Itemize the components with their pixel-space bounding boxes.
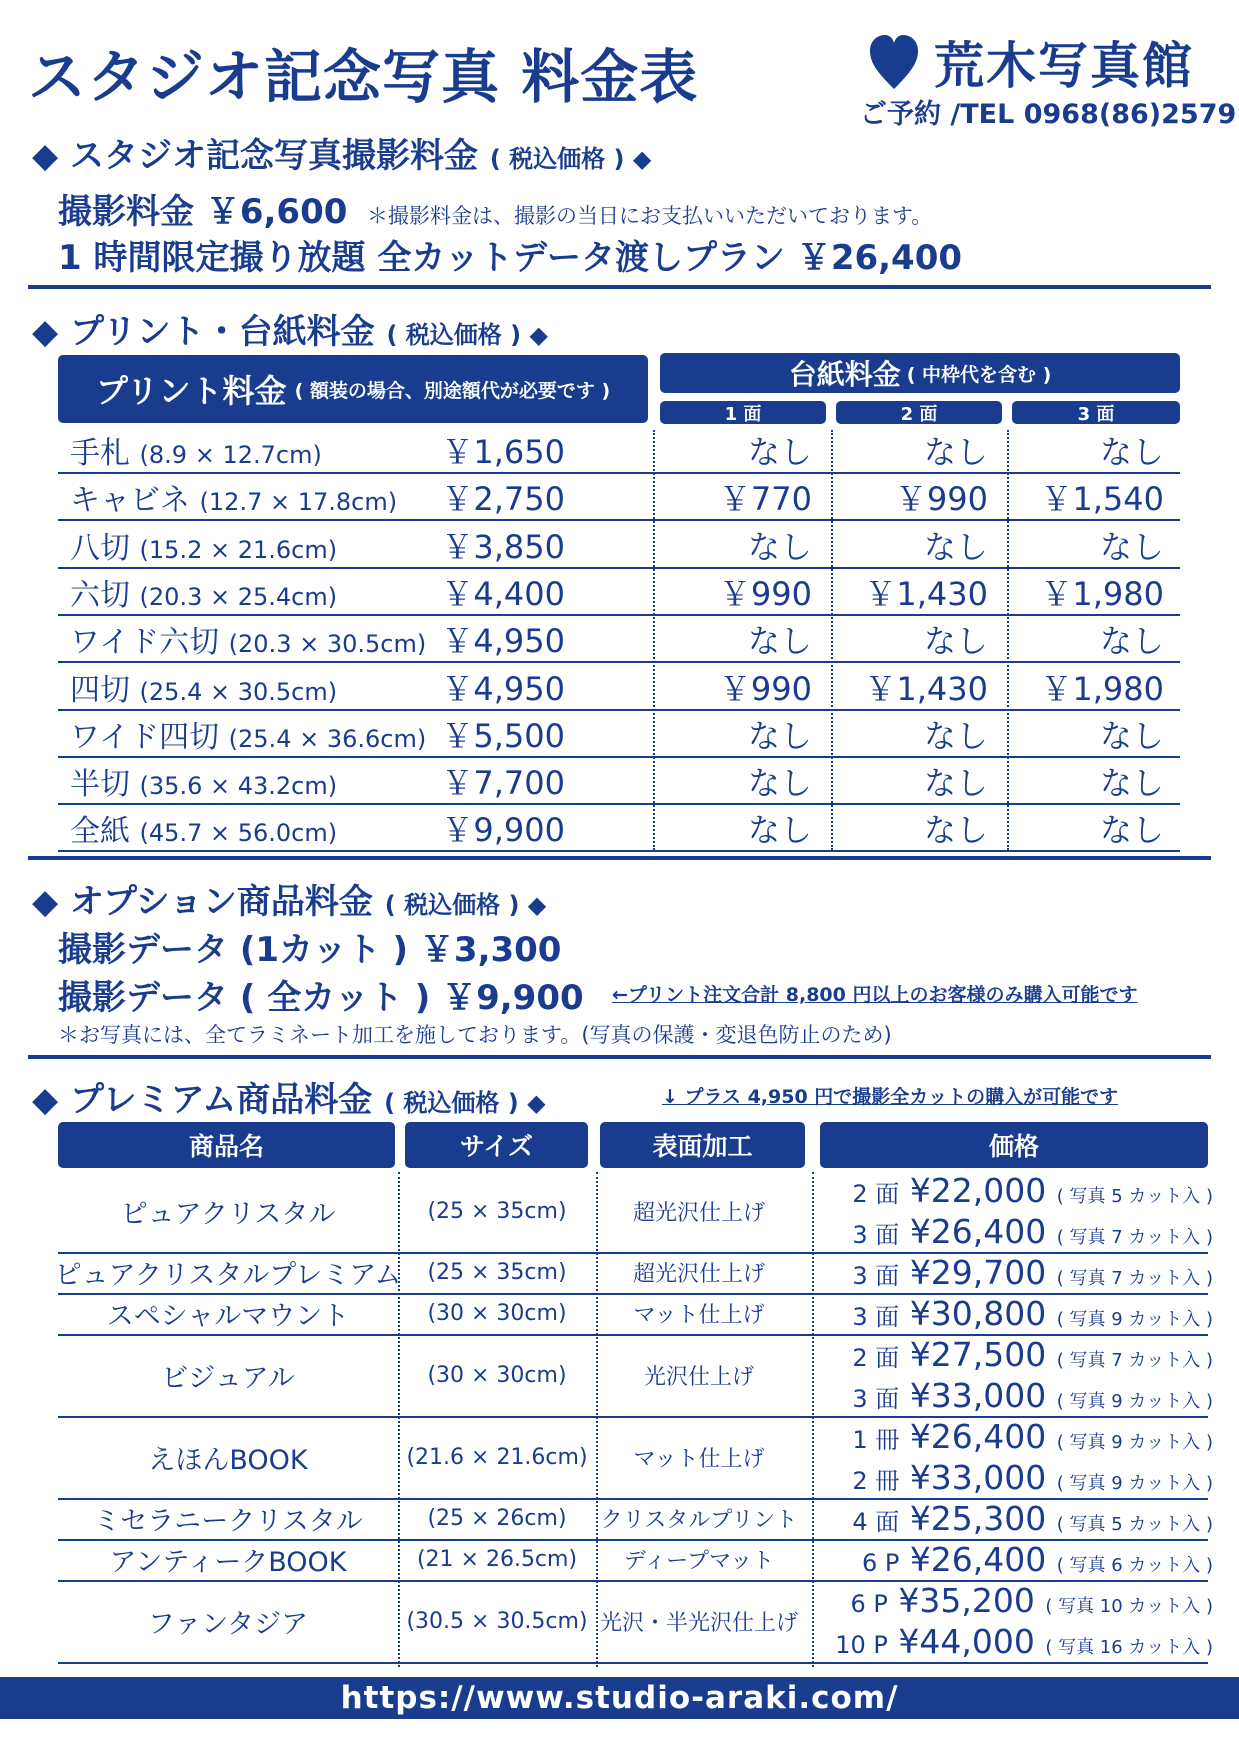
price-line: [852, 1417, 1213, 1456]
print-size-name: 八切 (15.2 × 21.6cm): [70, 530, 338, 566]
mount-3-price: ￥1,980: [1040, 574, 1164, 613]
price-note: ( 写真 9 カット入 ): [1056, 1391, 1213, 1412]
table-row: [58, 1539, 1213, 1582]
price-line: [851, 1581, 1214, 1620]
mount-1-price: なし: [747, 716, 812, 755]
price-line: [852, 1458, 1213, 1497]
product-size: (30 × 30cm): [427, 1362, 567, 1388]
table-row: [58, 756, 1180, 805]
product-size: (21 × 26.5cm): [416, 1547, 578, 1572]
product-prices: [818, 1170, 1213, 1252]
price-note: ( 写真 16 カット入 ): [1045, 1637, 1213, 1658]
print-size-dimensions: (45.7 × 56.0cm): [139, 819, 338, 848]
price-amount: ¥25,300: [909, 1499, 1047, 1538]
shooting-fee-note: ＊撮影料金は、撮影の当日にお支払いいただいております。: [366, 204, 933, 228]
table-row: [58, 662, 1180, 711]
table-row: [58, 709, 1180, 758]
price-line: [852, 1335, 1213, 1374]
product-finish: ディープマット: [623, 1549, 775, 1574]
price-note: ( 写真 10 カット入 ): [1045, 1596, 1213, 1617]
product-prices: [818, 1580, 1213, 1662]
mount-2-price: ￥1,430: [864, 574, 988, 613]
premium-col-size: サイズ: [405, 1122, 588, 1168]
price-line: [852, 1253, 1213, 1292]
column-divider: [653, 430, 655, 850]
price-unit: 3 面: [852, 1221, 900, 1249]
product-prices: [818, 1334, 1213, 1416]
product-finish: 光沢・半光沢仕上げ: [599, 1610, 798, 1636]
premium-heading: ◆ プレミアム商品料金 ( 税込価格 ) ◆: [32, 1080, 546, 1120]
print-size-name: 半切 (35.6 × 43.2cm): [70, 767, 338, 803]
price-note: ( 写真 9 カット入 ): [1056, 1432, 1213, 1453]
product-size: (25 × 26cm): [427, 1506, 567, 1531]
product-size: (21.6 × 21.6cm): [406, 1444, 588, 1470]
premium-col-price: 価格: [820, 1122, 1208, 1168]
price-unit: 6 P: [861, 1549, 900, 1577]
product-size: (25 × 35cm): [427, 1260, 567, 1285]
print-price: ￥4,950: [441, 669, 565, 708]
price-amount: ¥26,400: [909, 1417, 1047, 1456]
price-unit: 6 P: [850, 1590, 888, 1618]
price-note: ( 写真 9 カット入 ): [1056, 1473, 1213, 1494]
section-divider: [28, 285, 1211, 289]
mount-1-price: なし: [747, 811, 812, 850]
price-unit: 3 面: [852, 1303, 900, 1331]
option-data-one-cut: 撮影データ (1カット ) ￥3,300: [58, 930, 562, 970]
price-amount: ¥33,000: [909, 1376, 1047, 1415]
product-prices: [818, 1293, 1213, 1334]
table-row: [58, 1416, 1213, 1500]
price-unit: 2 面: [852, 1180, 900, 1208]
print-size-dimensions: (20.3 × 30.5cm): [228, 630, 427, 659]
section-divider: [28, 1055, 1211, 1059]
mount-1-price: ￥770: [718, 480, 812, 519]
product-name: ピュアクリスタル: [120, 1198, 336, 1230]
product-name: ファンタジア: [147, 1608, 309, 1640]
price-line: [862, 1540, 1213, 1579]
print-heading: ◆ プリント・台紙料金 ( 税込価格 ) ◆: [32, 312, 548, 352]
print-size-name: ワイド六切 (20.3 × 30.5cm): [70, 625, 427, 661]
option-data-note: ←プリント注文合計 8,800 円以上のお客様のみ購入可能です: [612, 984, 1138, 1006]
price-note: ( 写真 7 カット入 ): [1056, 1350, 1213, 1371]
price-amount: ¥26,400: [909, 1540, 1047, 1579]
product-name: ピュアクリスタルプレミアム: [54, 1260, 402, 1291]
mount-3-price: ￥1,540: [1040, 480, 1164, 519]
print-size-dimensions: (12.7 × 17.8cm): [199, 488, 398, 517]
mount-3-price: なし: [1099, 433, 1164, 471]
premium-col-finish: 表面加工: [600, 1122, 805, 1168]
mount-1-price: なし: [747, 433, 812, 471]
brand-name: 荒木写真館: [934, 37, 1194, 95]
mount-2-price: ￥990: [894, 480, 988, 519]
price-amount: ¥44,000: [898, 1622, 1035, 1661]
column-divider: [812, 1172, 814, 1667]
price-unit: 4 面: [852, 1508, 900, 1536]
product-name: スペシャルマウント: [106, 1301, 350, 1332]
mount-3-price: ￥1,980: [1040, 669, 1164, 708]
mount-col-2: 2 面: [836, 401, 1002, 424]
mount-2-price: なし: [923, 764, 988, 803]
price-note: ( 写真 6 カット入 ): [1056, 1555, 1213, 1576]
mount-col-1: 1 面: [660, 401, 826, 424]
table-row: [58, 1498, 1213, 1541]
mount-3-price: なし: [1099, 527, 1164, 566]
price-line: [852, 1171, 1213, 1210]
mount-3-price: なし: [1099, 622, 1164, 661]
print-size-name: 六切 (20.3 × 25.4cm): [70, 577, 338, 613]
brand-logo: [868, 26, 1194, 98]
price-unit: 3 面: [852, 1385, 900, 1413]
mount-2-price: なし: [923, 622, 988, 661]
product-name: ビジュアル: [161, 1362, 295, 1394]
price-note: ( 写真 7 カット入 ): [1056, 1268, 1213, 1289]
mount-1-price: なし: [747, 622, 812, 661]
shooting-heading: ◆ スタジオ記念写真撮影料金 ( 税込価格 ) ◆: [32, 136, 652, 176]
options-heading: ◆ オプション商品料金 ( 税込価格 ) ◆: [32, 882, 547, 922]
option-data-all-cuts: 撮影データ ( 全カット ) ￥9,900: [58, 978, 584, 1018]
mount-2-price: なし: [923, 716, 988, 755]
product-finish: マット仕上げ: [633, 1446, 765, 1472]
table-row: [58, 803, 1180, 852]
premium-col-name: 商品名: [58, 1122, 395, 1168]
print-size-dimensions: (25.4 × 30.5cm): [139, 677, 338, 706]
table-row: [58, 567, 1180, 616]
premium-side-note: ↓ プラス 4,950 円で撮影全カットの購入が可能です: [662, 1086, 1119, 1108]
mount-2-price: なし: [923, 433, 988, 471]
price-amount: ¥27,500: [909, 1335, 1047, 1374]
product-name: えほんBOOK: [148, 1444, 308, 1476]
price-amount: ¥33,000: [909, 1458, 1047, 1497]
print-size-name: 四切 (25.4 × 30.5cm): [70, 672, 338, 708]
price-note: ( 写真 5 カット入 ): [1056, 1186, 1213, 1207]
mount-2-price: ￥1,430: [864, 669, 988, 708]
heart-icon: [868, 33, 920, 91]
table-row: [58, 425, 1180, 474]
price-amount: ¥26,400: [909, 1212, 1047, 1251]
table-row: [58, 1580, 1213, 1664]
product-prices: [818, 1252, 1213, 1293]
product-prices: [818, 1416, 1213, 1498]
mount-2-price: なし: [923, 527, 988, 566]
price-amount: ¥30,800: [909, 1294, 1047, 1333]
price-amount: ¥22,000: [909, 1171, 1047, 1210]
price-note: ( 写真 7 カット入 ): [1056, 1227, 1213, 1248]
price-line: [852, 1212, 1213, 1251]
shooting-plan: 1 時間限定撮り放題 全カットデータ渡しプラン ￥26,400: [58, 238, 963, 278]
price-line: [852, 1376, 1213, 1415]
product-name: アンティークBOOK: [109, 1547, 347, 1578]
column-divider: [398, 1172, 400, 1667]
price-unit: 2 冊: [852, 1467, 900, 1495]
print-size-name: キャビネ (12.7 × 17.8cm): [70, 483, 398, 519]
contact-phone: ご予約 /TEL 0968(86)2579: [860, 99, 1237, 130]
table-row: [58, 614, 1180, 663]
product-prices: [818, 1539, 1213, 1580]
mount-col-3: 3 面: [1012, 401, 1180, 424]
mount-3-price: なし: [1099, 716, 1164, 755]
mount-3-price: なし: [1099, 811, 1164, 850]
shooting-fee: 撮影料金 ￥6,600 ＊撮影料金は、撮影の当日にお支払いいただいております。: [58, 192, 933, 232]
mount-1-price: なし: [747, 764, 812, 803]
column-divider: [831, 430, 833, 850]
column-divider: [596, 1172, 598, 1667]
print-size-dimensions: (20.3 × 25.4cm): [139, 582, 338, 611]
table-row: [58, 472, 1180, 521]
product-size: (25 × 35cm): [427, 1198, 567, 1224]
price-amount: ¥29,700: [909, 1253, 1047, 1292]
table-row: [58, 1293, 1213, 1336]
laminate-footnote: ＊お写真には、全てラミネート加工を施しております。(写真の保護・変退色防止のため): [58, 1023, 892, 1047]
print-price: ￥1,650: [441, 433, 565, 471]
price-note: ( 写真 9 カット入 ): [1056, 1309, 1213, 1330]
product-finish: 超光沢仕上げ: [632, 1262, 765, 1287]
mount-1-price: ￥990: [718, 574, 812, 613]
product-size: (30.5 × 30.5cm): [406, 1608, 588, 1634]
print-size-dimensions: (25.4 × 36.6cm): [228, 724, 427, 753]
column-divider: [1007, 430, 1009, 850]
print-size-dimensions: (15.2 × 21.6cm): [139, 535, 338, 564]
print-size-name: 手札 (8.9 × 12.7cm): [70, 436, 322, 471]
print-price: ￥5,500: [441, 716, 565, 755]
price-line: [852, 1294, 1213, 1333]
print-price: ￥4,950: [441, 622, 565, 661]
print-size-name: 全紙 (45.7 × 56.0cm): [70, 814, 338, 850]
footer-url-bar: [0, 1677, 1239, 1719]
mount-price-header: 台紙料金 ( 中枠代を含む ): [660, 353, 1180, 393]
table-row: [58, 520, 1180, 569]
print-price-header: プリント料金 ( 額装の場合、別途額代が必要です ): [58, 355, 648, 423]
product-finish: 光沢仕上げ: [643, 1364, 754, 1390]
section-divider: [28, 856, 1211, 860]
print-price: ￥7,700: [441, 764, 565, 803]
print-size-name: ワイド四切 (25.4 × 36.6cm): [70, 719, 427, 755]
print-size-dimensions: (8.9 × 12.7cm): [139, 441, 322, 469]
table-row: [58, 1334, 1213, 1418]
product-finish: 超光沢仕上げ: [632, 1200, 765, 1226]
print-price: ￥2,750: [441, 480, 565, 519]
product-size: (30 × 30cm): [427, 1301, 567, 1326]
product-finish: マット仕上げ: [633, 1303, 765, 1328]
table-row: [58, 1170, 1213, 1254]
mount-2-price: なし: [923, 811, 988, 850]
print-size-dimensions: (35.6 × 43.2cm): [139, 772, 338, 801]
product-prices: [818, 1498, 1213, 1539]
price-unit: 3 面: [852, 1262, 900, 1290]
price-line: [835, 1622, 1213, 1661]
mount-1-price: なし: [747, 527, 812, 566]
print-price: ￥9,900: [441, 811, 565, 850]
price-unit: 2 面: [852, 1344, 900, 1372]
page-title: スタジオ記念写真 料金表: [28, 43, 699, 111]
product-finish: クリスタルプリント: [600, 1508, 798, 1533]
price-line: [852, 1499, 1213, 1538]
print-price: ￥4,400: [441, 574, 565, 613]
price-unit: 10 P: [835, 1631, 888, 1659]
mount-1-price: ￥990: [718, 669, 812, 708]
price-unit: 1 冊: [852, 1426, 900, 1454]
table-row: [54, 1252, 1213, 1295]
website-link[interactable]: https://www.studio-araki.com/: [340, 1680, 899, 1716]
product-name: ミセラニークリスタル: [93, 1506, 363, 1537]
price-amount: ¥35,200: [898, 1581, 1035, 1620]
mount-3-price: なし: [1099, 764, 1164, 803]
price-note: ( 写真 5 カット入 ): [1056, 1514, 1213, 1535]
print-price: ￥3,850: [441, 527, 565, 566]
